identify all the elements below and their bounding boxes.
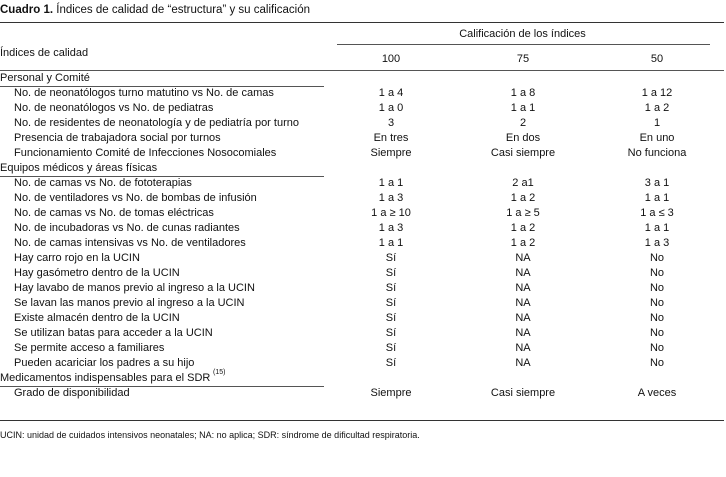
cell-value: 1 a 1 [510, 102, 536, 114]
cell-value: 1 a 1 [378, 237, 404, 249]
table-number: Cuadro 1. [0, 4, 54, 16]
cell-value: Sí [385, 252, 397, 264]
cell-value: No [649, 312, 665, 324]
cell-value: No [649, 252, 665, 264]
top-rule [0, 22, 724, 23]
cell-value: A veces [637, 387, 677, 399]
cell-value: Sí [385, 297, 397, 309]
row-label: Pueden acariciar los padres a su hijo [14, 357, 195, 369]
cell-value: 1 a 3 [378, 192, 404, 204]
cell-value: Sí [385, 357, 397, 369]
row-label: Se utilizan batas para acceder a la UCIN [14, 327, 213, 339]
cell-value: NA [515, 267, 531, 279]
cell-value: En uno [639, 132, 675, 144]
cell-value: 1 a 2 [510, 192, 536, 204]
row-label: Presencia de trabajadora social por turnos [14, 132, 221, 144]
cell-value: 2 [519, 117, 527, 129]
cell-value: 1 a ≥ 5 [506, 207, 540, 219]
table-title: Índices de calidad de “estructura” y su calificación [56, 4, 311, 16]
cell-value: Casi siempre [490, 387, 556, 399]
section-row [0, 71, 726, 86]
table-row [0, 116, 726, 131]
bottom-rule [0, 420, 724, 421]
cell-value: 1 a 3 [378, 222, 404, 234]
cell-value: NA [515, 282, 531, 294]
cell-value: NA [515, 357, 531, 369]
section-title: Personal y Comité [0, 72, 90, 84]
cell-value: NA [515, 312, 531, 324]
row-label: No. de residentes de neonatología y de pediatría por turno [14, 117, 299, 129]
cell-value: 1 a 2 [510, 237, 536, 249]
row-label: Grado de disponibilidad [14, 387, 130, 399]
row-header-label: Índices de calidad [0, 47, 89, 59]
section-title: Medicamentos indispensables para el SDR [0, 372, 211, 384]
row-label: Hay lavabo de manos previo al ingreso a la UCIN [14, 282, 255, 294]
cell-value: 1 a 3 [644, 237, 670, 249]
cell-value: Siempre [370, 387, 412, 399]
table-row [0, 341, 726, 356]
row-label: No. de camas intensivas vs No. de ventiladores [14, 237, 246, 249]
table-row [0, 131, 726, 146]
cell-value: Sí [385, 342, 397, 354]
cell-value: 1 a 8 [510, 87, 536, 99]
cell-value: NA [515, 297, 531, 309]
table-row [0, 221, 726, 236]
table-row [0, 86, 726, 101]
table-footnote: UCIN: unidad de cuidados intensivos neonatales; NA: no aplica; SDR: síndrome de dificultad respiratoria. [0, 430, 420, 440]
cell-value: NA [515, 342, 531, 354]
cell-value: Sí [385, 267, 397, 279]
cell-value: 1 a 1 [378, 177, 404, 189]
cell-value: 1 a ≥ 10 [371, 207, 411, 219]
table-row [0, 206, 726, 221]
table-row [0, 296, 726, 311]
table-row [0, 101, 726, 116]
cell-value: NA [515, 327, 531, 339]
cell-value: 1 a 4 [378, 87, 404, 99]
table-row [0, 281, 726, 296]
row-label: Funcionamiento Comité de Infecciones Nosocomiales [14, 147, 277, 159]
cell-value: No [649, 297, 665, 309]
cell-value: En tres [373, 132, 409, 144]
cell-value: 1 a 2 [644, 102, 670, 114]
column-header-50: 50 [650, 53, 664, 65]
cell-value: No funciona [627, 147, 687, 159]
row-label: No. de incubadoras vs No. de cunas radiantes [14, 222, 240, 234]
table-row [0, 266, 726, 281]
cell-value: 1 a 1 [644, 192, 670, 204]
cell-value: En dos [505, 132, 541, 144]
cell-value: 1 [653, 117, 661, 129]
cell-value: No [649, 327, 665, 339]
cell-value: 1 a ≤ 3 [640, 207, 674, 219]
table-caption [0, 4, 310, 16]
group-header-rule [337, 44, 710, 45]
row-label: Se permite acceso a familiares [14, 342, 165, 354]
cell-value: Siempre [370, 147, 412, 159]
cell-value: 3 a 1 [644, 177, 670, 189]
table-row [0, 191, 726, 206]
column-header-75: 75 [516, 53, 530, 65]
row-label: No. de ventiladores vs No. de bombas de infusión [14, 192, 257, 204]
row-label: No. de neonatólogos turno matutino vs No. de camas [14, 87, 274, 99]
cell-value: Sí [385, 312, 397, 324]
cell-value: 2 a1 [512, 177, 534, 189]
row-label: No. de camas vs No. de tomas eléctricas [14, 207, 214, 219]
cell-value: 1 a 12 [641, 87, 673, 99]
table-row [0, 386, 726, 401]
row-label: No. de camas vs No. de fototerapias [14, 177, 192, 189]
cell-value: 1 a 1 [644, 222, 670, 234]
cell-value: No [649, 267, 665, 279]
table-row [0, 176, 726, 191]
cell-value: Casi siempre [490, 147, 556, 159]
table-row [0, 146, 726, 161]
table-row [0, 236, 726, 251]
cell-value: 3 [387, 117, 395, 129]
table-row [0, 251, 726, 266]
table-row [0, 356, 726, 371]
row-label: Existe almacén dentro de la UCIN [14, 312, 180, 324]
column-group-header: Calificación de los índices [459, 28, 586, 40]
cell-value: No [649, 342, 665, 354]
column-header-100: 100 [381, 53, 401, 65]
row-label: No. de neonatólogos vs No. de pediatras [14, 102, 214, 114]
row-label: Se lavan las manos previo al ingreso a la UCIN [14, 297, 245, 309]
cell-value: 1 a 2 [510, 222, 536, 234]
cell-value: 1 a 0 [378, 102, 404, 114]
cell-value: No [649, 282, 665, 294]
cell-value: NA [515, 252, 531, 264]
row-label: Hay carro rojo en la UCIN [14, 252, 140, 264]
section-row: Medicamentos indispensables para el SDR (15) [0, 369, 226, 384]
table-row [0, 326, 726, 341]
cell-value: Sí [385, 282, 397, 294]
cell-value: No [649, 357, 665, 369]
cell-value: Sí [385, 327, 397, 339]
section-title: Equipos médicos y áreas físicas [0, 162, 158, 174]
section-row [0, 161, 726, 176]
row-label: Hay gasómetro dentro de la UCIN [14, 267, 180, 279]
table-row [0, 311, 726, 326]
